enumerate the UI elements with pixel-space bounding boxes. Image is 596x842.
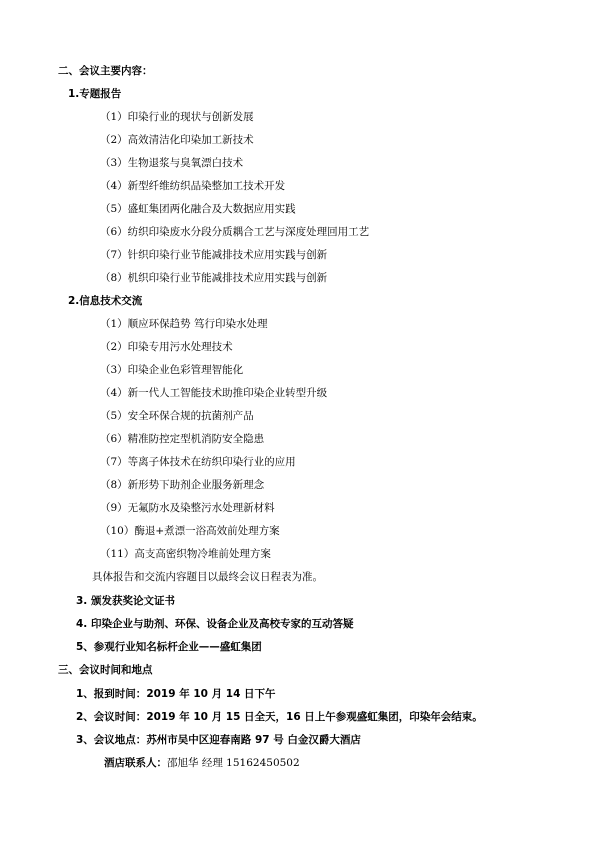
registration-label: 1、报到时间：	[76, 688, 147, 700]
sub2-item-9: （9）无氟防水及染整污水处理新材料	[100, 502, 275, 514]
venue-value: 苏州市吴中区迎春南路 97 号 白金汉爵大酒店	[146, 734, 361, 746]
sub2-item-7: （7）等离子体技术在纺织印染行业的应用	[100, 456, 296, 468]
sub1-item-2: （2）高效清洁化印染加工新技术	[100, 134, 254, 146]
venue-row	[76, 735, 361, 746]
sub2-item-6: （6）精准防控定型机消防安全隐患	[100, 433, 265, 445]
sub2-item-3: （3）印染企业色彩管理智能化	[100, 364, 244, 376]
sub4-title: 4. 印染企业与助剂、环保、设备企业及高校专家的互动答疑	[76, 618, 354, 630]
registration-row	[76, 689, 276, 700]
sub2-item-4: （4）新一代人工智能技术助推印染企业转型升级	[100, 387, 328, 399]
section2-heading: 二、会议主要内容：	[58, 65, 153, 77]
sub2-item-8: （8）新形势下助剂企业服务新理念	[100, 479, 265, 491]
registration-value: 2019 年 10 月 14 日下午	[146, 688, 276, 700]
sub1-item-6: （6）纺织印染废水分段分质耦合工艺与深度处理回用工艺	[100, 226, 370, 238]
sub1-item-5: （5）盛虹集团两化融合及大数据应用实践	[100, 203, 296, 215]
sub2-title: 2.信息技术交流	[68, 295, 143, 307]
meeting-time-row	[76, 712, 483, 723]
sub1-item-3: （3）生物退浆与臭氧漂白技术	[100, 157, 244, 169]
sub2-item-10: （10）酶退+煮漂一浴高效前处理方案	[100, 525, 280, 537]
sub1-item-8: （8）机织印染行业节能减排技术应用实践与创新	[100, 272, 328, 284]
section3-heading: 三、会议时间和地点	[58, 664, 153, 676]
sub2-item-1: （1）顺应环保趋势 笃行印染水处理	[100, 318, 268, 330]
sub1-title: 1.专题报告	[68, 88, 122, 100]
sub5-title: 5、参观行业知名标杆企业——盛虹集团	[76, 641, 262, 653]
hotel-contact-label: 酒店联系人：	[104, 757, 167, 769]
sub2-note: 具体报告和交流内容题目以最终会议日程表为准。	[92, 571, 323, 583]
sub2-item-5: （5）安全环保合规的抗菌剂产品	[100, 410, 254, 422]
venue-label: 3、会议地点：	[76, 734, 147, 746]
meeting-time-label: 2、会议时间：	[76, 711, 147, 723]
sub3-title: 3. 颁发获奖论文证书	[76, 595, 175, 607]
sub1-item-4: （4）新型纤维纺织品染整加工技术开发	[100, 180, 286, 192]
meeting-time-value: 2019 年 10 月 15 日全天，16 日上午参观盛虹集团，印染年会结束。	[146, 711, 483, 723]
sub1-item-1: （1）印染行业的现状与创新发展	[100, 111, 254, 123]
sub1-item-7: （7）针织印染行业节能减排技术应用实践与创新	[100, 249, 328, 261]
sub2-item-2: （2）印染专用污水处理技术	[100, 341, 233, 353]
hotel-contact-row	[104, 758, 300, 769]
hotel-contact-value: 邵旭华 经理 15162450502	[167, 757, 300, 769]
sub2-item-11: （11）高支高密织物冷堆前处理方案	[100, 548, 271, 560]
